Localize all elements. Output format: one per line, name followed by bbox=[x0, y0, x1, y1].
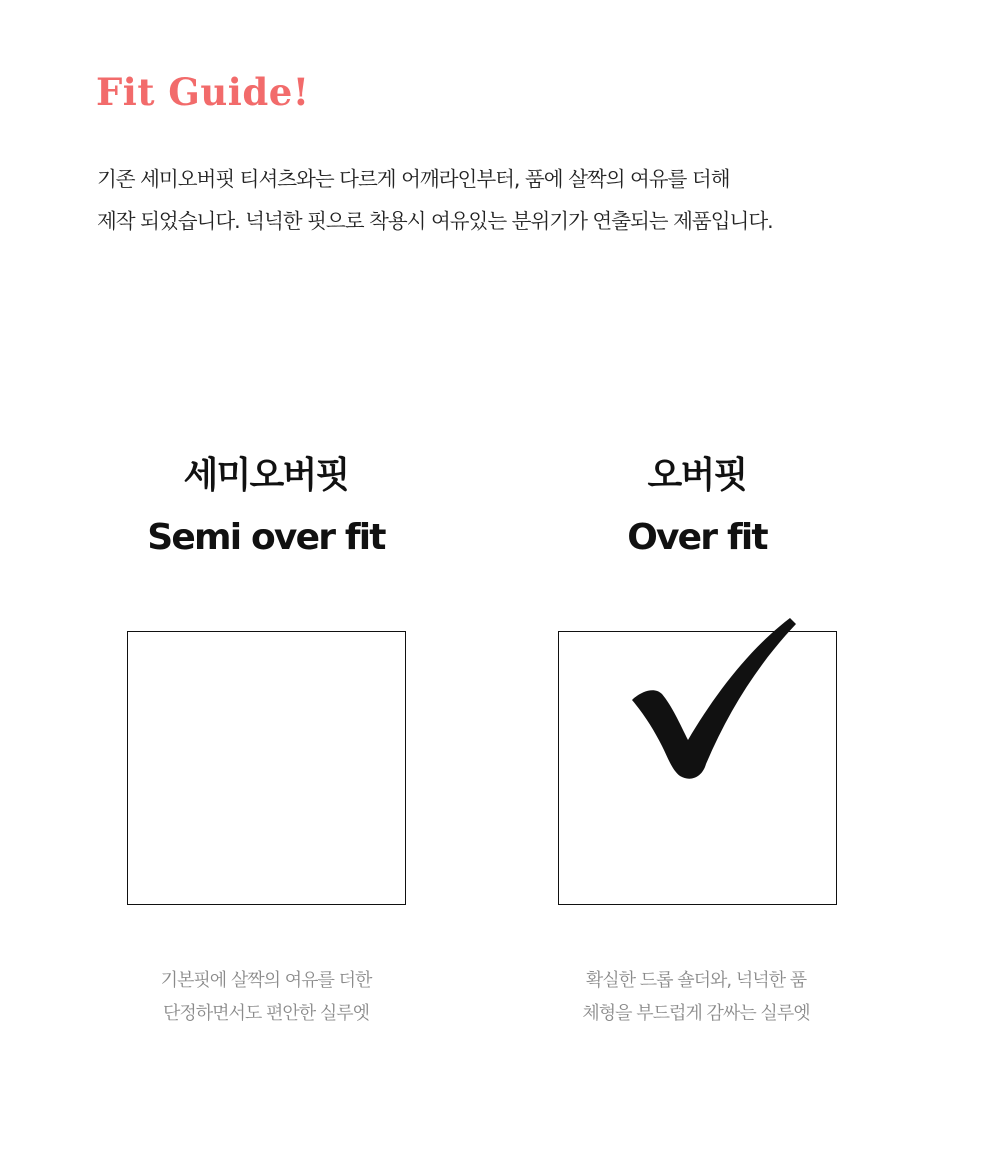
fit-description-semi-over bbox=[106, 964, 426, 1030]
fit-description-line: 확실한 드롭 숄더와, 넉넉한 품 bbox=[585, 970, 807, 991]
fit-description-over bbox=[536, 964, 856, 1030]
fit-name-korean: 세미오버핏 bbox=[183, 455, 349, 496]
fit-option-over-heading bbox=[547, 445, 847, 569]
checkmark-icon bbox=[628, 612, 796, 784]
fit-name-english: Semi over fit bbox=[147, 517, 385, 558]
fit-option-semi-over-heading bbox=[116, 445, 416, 569]
fit-checkbox-semi-over[interactable] bbox=[127, 631, 406, 905]
fit-description-line: 단정하면서도 편안한 실루엣 bbox=[162, 1003, 370, 1024]
fit-name-korean: 오버핏 bbox=[647, 455, 747, 496]
intro-line: 제작 되었습니다. 넉넉한 핏으로 착용시 여유있는 분위기가 연출되는 제품입니다. bbox=[97, 209, 773, 233]
fit-description-line: 기본핏에 살짝의 여유를 더한 bbox=[160, 970, 372, 991]
fit-description-line: 체형을 부드럽게 감싸는 실루엣 bbox=[582, 1003, 810, 1024]
intro-text bbox=[97, 158, 957, 242]
fit-guide-title: Fit Guide! bbox=[96, 70, 310, 114]
intro-line: 기존 세미오버핏 티셔츠와는 다르게 어깨라인부터, 품에 살짝의 여유를 더해 bbox=[97, 167, 730, 191]
fit-name-english: Over fit bbox=[627, 517, 767, 558]
